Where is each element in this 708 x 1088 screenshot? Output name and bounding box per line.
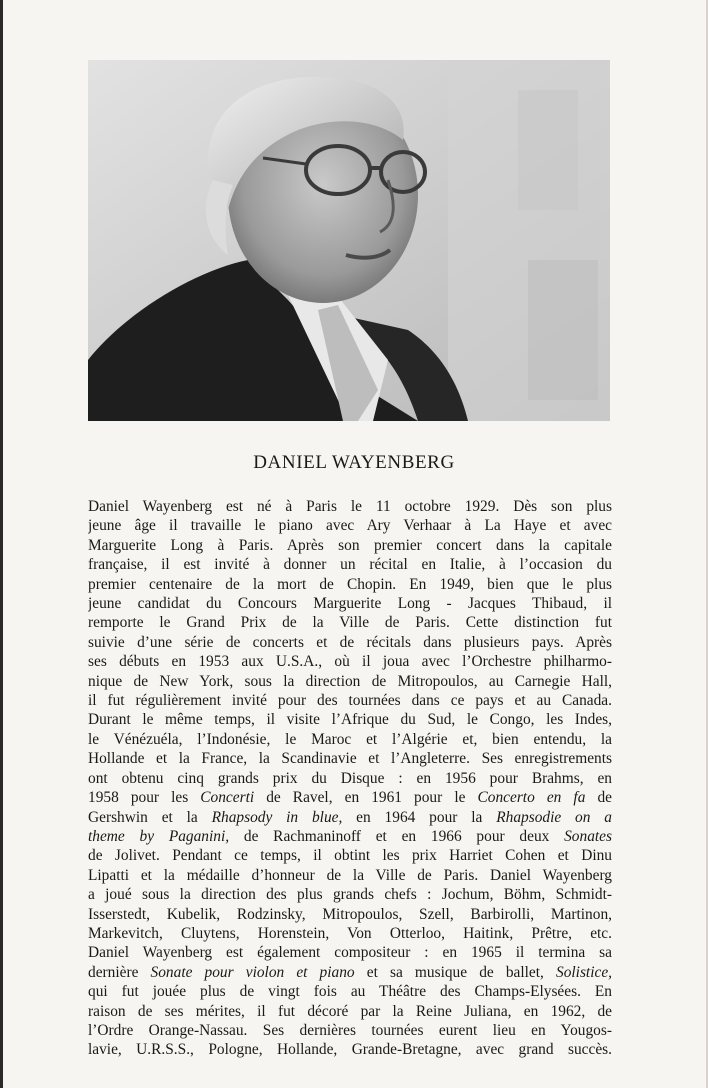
bio-text: ont obtenu cinq grands prix du Disque : en 1956 pour Brahms, en xyxy=(88,769,612,787)
bio-italic-title: Rhapsody in blue, xyxy=(211,808,343,826)
bio-line xyxy=(88,1040,612,1059)
bio-text: Daniel Wayenberg est né à Paris le 11 octobre 1929. Dès son plus xyxy=(88,498,612,515)
bio-line xyxy=(88,555,612,574)
bio-line xyxy=(88,497,612,516)
bio-line xyxy=(88,730,612,749)
bio-line xyxy=(88,905,612,924)
bio-text: raison de ses mérites, il fut décoré par la Reine Juliana, en 1962, de xyxy=(88,1002,612,1020)
bio-text: dernière xyxy=(88,963,151,981)
bio-text: Hollande et la France, la Scandinavie et l’Angleterre. Ses enregistrements xyxy=(88,750,612,768)
bio-text: a joué sous la direction des plus grands chefs : Jochum, Böhm, Schmidt- xyxy=(88,886,612,904)
page-title: DANIEL WAYENBERG xyxy=(253,452,455,473)
bio-italic-title: Rhapsodie on a xyxy=(496,808,612,826)
bio-text: Isserstedt, Kubelik, Rodzinsky, Mitropoulos, Szell, Barbirolli, Martinon, xyxy=(88,905,612,923)
bio-line xyxy=(88,846,612,865)
bio-text: nique de New York, sous la direction de Mitropoulos, au Carnegie Hall, xyxy=(88,672,612,690)
bio-text: l’Ordre Orange-Nassau. Ses dernières tournées eurent lieu en Yougos- xyxy=(88,1021,612,1039)
bio-text: de Ravel, en 1961 pour le xyxy=(254,789,478,807)
bio-line xyxy=(88,691,612,710)
bio-italic-title: Sonates xyxy=(564,827,612,845)
bio-line xyxy=(88,982,612,1001)
bio-italic-title: Sonate pour violon et piano xyxy=(150,963,355,981)
biography-text xyxy=(88,497,612,1060)
bio-line xyxy=(88,633,612,652)
bio-text: Durant le même temps, il visite l’Afrique du Sud, le Congo, les Indes, xyxy=(88,711,612,729)
bio-text: jeune candidat du Concours Marguerite Long - Jacques Thibaud, il xyxy=(88,595,612,613)
bio-line xyxy=(88,808,612,827)
bio-text: Lipatti et la médaille d’honneur de la Ville de Paris. Daniel Wayenberg xyxy=(88,866,612,884)
page-left-edge xyxy=(0,0,3,1088)
bio-text: suivie d’une série de concerts et de récitals dans plusieurs pays. Après xyxy=(88,633,612,651)
bio-line xyxy=(88,924,612,943)
bio-line xyxy=(88,749,612,768)
bio-line xyxy=(88,1021,612,1040)
bio-line xyxy=(88,613,612,632)
bio-italic-title: theme by Paganini, xyxy=(88,827,230,845)
bio-line xyxy=(88,788,612,807)
bio-text: lavie, U.R.S.S., Pologne, Hollande, Grande-Bretagne, avec grand succès. xyxy=(88,1041,612,1059)
bio-text: Gershwin et la xyxy=(88,808,212,826)
bio-line xyxy=(88,652,612,671)
bio-line xyxy=(88,769,612,788)
bio-text: jeune âge il travaille le piano avec Ary Verhaar à La Haye et avec xyxy=(88,517,612,535)
bio-line xyxy=(88,866,612,885)
bio-line xyxy=(88,575,612,594)
bio-text: de Jolivet. Pendant ce temps, il obtint les prix Harriet Cohen et Dinu xyxy=(88,847,612,865)
bio-text: il fut régulièrement invité pour des tournées dans ce pays et au Canada. xyxy=(88,692,612,710)
bio-line xyxy=(88,885,612,904)
bio-text: française, il est invité à donner un récital en Italie, à l’occasion du xyxy=(88,556,612,574)
bio-italic-title: Concerti xyxy=(200,789,255,807)
bio-line xyxy=(88,943,612,962)
bio-line xyxy=(88,1002,612,1021)
bio-text: Marguerite Long à Paris. Après son premier concert dans la capitale xyxy=(88,536,612,554)
bio-line xyxy=(88,710,612,729)
bio-text: et sa musique de ballet, xyxy=(354,963,556,981)
bio-line xyxy=(88,827,612,846)
bio-text: Markevitch, Cluytens, Horenstein, Von Otterloo, Haitink, Prêtre, etc. xyxy=(88,924,612,942)
portrait-photo-drawing xyxy=(88,60,610,421)
bio-text: premier centenaire de la mort de Chopin. En 1949, bien que le plus xyxy=(88,575,612,593)
bio-text: le Vénézuéla, l’Indonésie, le Maroc et l’Algérie et, bien entendu, la xyxy=(88,730,612,748)
bio-line xyxy=(88,963,612,982)
bio-line xyxy=(88,672,612,691)
bio-line xyxy=(88,516,612,535)
bio-line xyxy=(88,536,612,555)
bio-italic-title: Concerto en fa xyxy=(477,789,586,807)
bio-text: ses débuts en 1953 aux U.S.A., où il joua avec l’Orchestre philharmo- xyxy=(88,653,612,671)
bio-text: de xyxy=(585,789,612,807)
bio-text: remporte le Grand Prix de la Ville de Paris. Cette distinction fut xyxy=(88,614,612,632)
bio-line xyxy=(88,594,612,613)
bio-text: de Rachmaninoff et en 1966 pour deux xyxy=(229,827,565,845)
bio-text: Daniel Wayenberg est également compositeur : en 1965 il termina sa xyxy=(88,944,612,962)
bio-italic-title: Solistice, xyxy=(556,963,612,981)
portrait-photo xyxy=(88,60,610,421)
bio-text: 1958 pour les xyxy=(88,789,201,807)
bio-text: qui fut jouée plus de vingt fois au Théâtre des Champs-Elysées. En xyxy=(88,983,612,1001)
bio-text: en 1964 pour la xyxy=(342,808,497,826)
